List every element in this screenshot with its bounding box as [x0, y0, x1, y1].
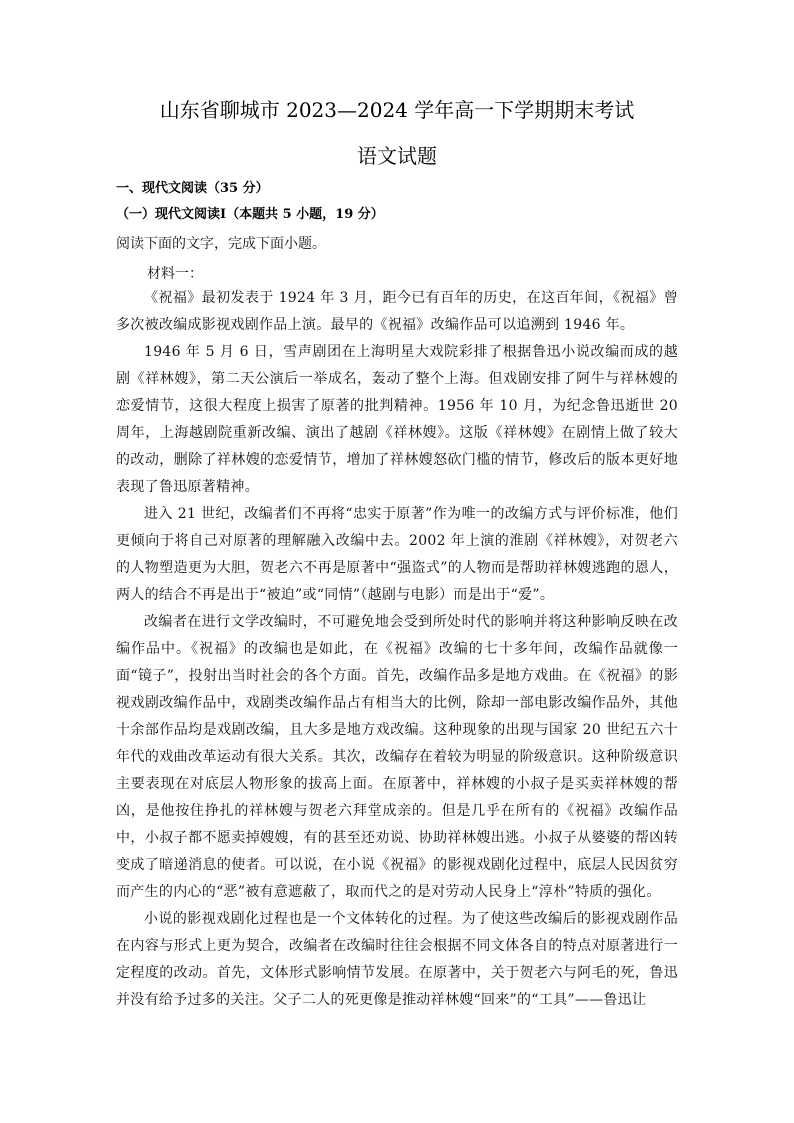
article-body [116, 285, 678, 1014]
paragraph: 进入 21 世纪，改编者们不再将“忠实于原著”作为唯一的改编方式与评价标准，他们更倾向于将自己对原著的理解融入改编中去。2002 年上演的淮剧《祥林嫂》，对贺老六的人物塑造更为大胆，贺老六不再是原著中“强盗式”的人物而是帮助祥林嫂逃跑的恩人，两人的结合不再是出于“被迫”或“同情”（越剧与电影）而是出于“爱”。 [116, 506, 678, 603]
paragraph: 《祝福》最初发表于 1924 年 3 月，距今已有百年的历史，在这百年间，《祝福》曾多次被改编成影视戏剧作品上演。最早的《祝福》改编作品可以追溯到 1946 年。 [116, 290, 678, 333]
subsection-heading: （一）现代文阅读Ⅰ（本题共 5 小题，19 分） [116, 207, 384, 222]
paragraph: 1946 年 5 月 6 日，雪声剧团在上海明星大戏院彩排了根据鲁迅小说改编而成的越剧《祥林嫂》，第二天公演后一举成名，轰动了整个上海。但戏剧安排了阿牛与祥林嫂的恋爱情节，这很大程度上损害了原著的批判精神。1956 年 10 月，为纪念鲁迅逝世 20 周年，上海越剧院重新改编、演出了越剧《祥林嫂》。这版《祥林嫂》在剧情上做了较大的改动，删除了祥林嫂的恋爱情节，增加了祥林嫂怒砍门槛的情节，修改后的版本更好地表现了鲁迅原著精神。 [116, 344, 678, 495]
material-label: 材料一： [147, 266, 203, 282]
exam-title: 山东省聊城市 2023—2024 学年高一下学期期末考试 [159, 98, 635, 122]
section-heading: 一、现代文阅读（35 分） [116, 181, 269, 196]
paragraph: 改编者在进行文学改编时，不可避免地会受到所处时代的影响并将这种影响反映在改编作品中。《祝福》的改编也是如此，在《祝福》改编的七十多年间，改编作品就像一面“镜子”，投射出当时社会的各个方面。首先，改编作品多是地方戏曲。在《祝福》的影视戏剧改编作品中，戏剧类改编作品占有相当大的比例，除却一部电影改编作品外，其他十余部作品均是戏剧改编，且大多是地方戏改编。这种现象的出现与国家 20 世纪五六十年代的戏曲改革运动有很大关系。其次，改编存在着较为明显的阶级意识。这种阶级意识主要表现在对底层人物形象的拔高上面。在原著中，祥林嫂的小叔子是买卖祥林嫂的帮凶，是他按住挣扎的祥林嫂与贺老六拜堂成亲的。但是几乎在所有的《祝福》改编作品中，小叔子都不愿卖掉嫂嫂，有的甚至还劝说、协助祥林嫂出逃。小叔子从婆婆的帮凶转变成了暗递消息的使者。可以说，在小说《祝福》的影视戏剧化过程中，底层人民因贫穷而产生的内心的“恶”被有意遮蔽了，取而代之的是对劳动人民身上“淳朴”特质的强化。 [116, 614, 678, 900]
exam-subtitle: 语文试题 [357, 144, 437, 168]
reading-instruction: 阅读下面的文字，完成下面小题。 [116, 236, 326, 252]
paragraph: 小说的影视戏剧化过程也是一个文体转化的过程。为了使这些改编后的影视戏剧作品在内容与形式上更为契合，改编者在改编时往往会根据不同文体各自的特点对原著进行一定程度的改动。首先，文体形式影响情节发展。在原著中，关于贺老六与阿毛的死，鲁迅并没有给予过多的关注。父子二人的死更像是推动祥林嫂“回来”的“工具”——鲁迅让 [116, 911, 678, 1008]
